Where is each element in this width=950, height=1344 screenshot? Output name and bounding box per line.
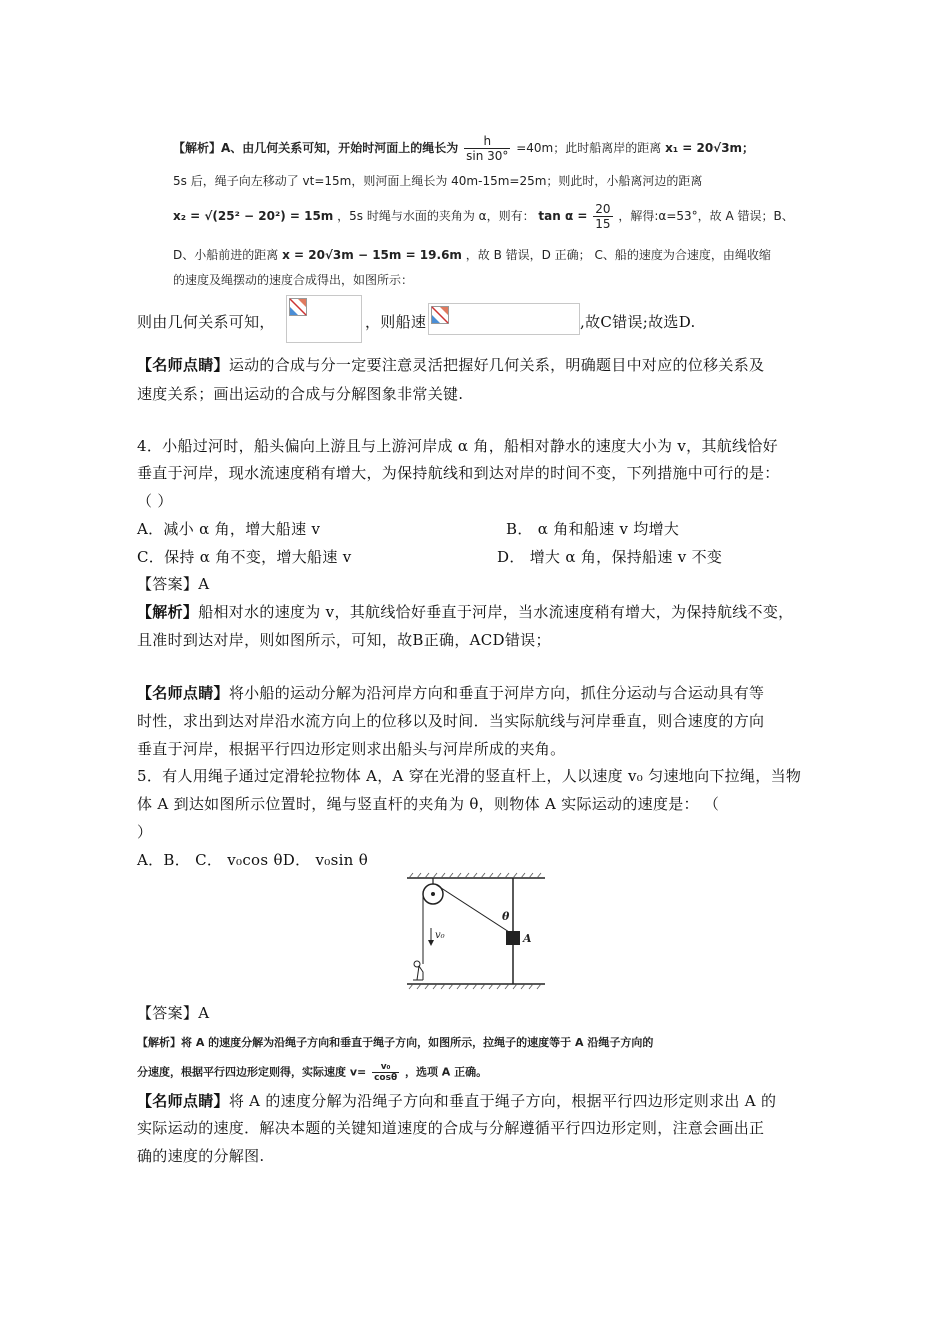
analysis-line-5: 的速度及绳摆动的速度合成得出，如图所示： — [173, 273, 414, 287]
broken-image-icon — [431, 306, 449, 324]
tip2-line-3: 垂直于河岸，根据平行四边形定则求出船头与河岸所成的夹角。 — [137, 740, 566, 758]
q4-analysis-line-1 — [137, 601, 793, 622]
theta-label: θ — [502, 910, 510, 923]
analysis-line-1 — [173, 134, 754, 163]
fraction-h-over-sin30: $\frac{h}{\sin 30^\circ}$ — [466, 134, 509, 163]
v0-label: v₀ — [435, 930, 445, 941]
q5-options: A．B． C． v₀cos θD． v₀sin θ — [137, 851, 369, 869]
tip3-line-2: 实际运动的速度．解决本题的关键知道速度的合成与分解遵循平行四边形定则，注意会画出正 — [137, 1119, 765, 1137]
formula-x2: x₂ = √(25² − 20²) = 15m — [173, 209, 334, 223]
tip3-line-3: 确的速度的分解图. — [137, 1147, 265, 1165]
q5-line-1: 5．有人用绳子通过定滑轮拉物体 A，A 穿在光滑的竖直杆上，人以速度 v₀ 匀速地向下拉绳，当物 — [137, 767, 802, 785]
tip-label: 【名师点睛】 — [137, 684, 229, 702]
broken-image-2 — [428, 303, 580, 335]
tip-label: 【名师点睛】 — [137, 356, 229, 374]
tip2-line-2: 时性，求出到达对岸沿水流方向上的位移以及时间．当实际航线与河岸垂直，则合速度的方向 — [137, 712, 765, 730]
q5-line-2: 体 A 到达如图所示位置时，绳与竖直杆的夹角为 θ，则物体 A 实际运动的速度是： （ — [137, 795, 720, 813]
analysis-line-3-mid: ，5s 时绳与水面的夹角为 α，则有： — [337, 209, 535, 223]
q4-analysis-text-1: 船相对水的速度为 v，其航线恰好垂直于河岸，当水流速度稍有增大，为保持航线不变， — [198, 603, 794, 621]
q4-option-d: D． 增大 α 角，保持船速 v 不变 — [497, 548, 723, 566]
tip3-text-1: 将 A 的速度分解为沿绳子方向和垂直于绳子方向，根据平行四边形定则求出 A 的 — [228, 1092, 777, 1110]
tip1-text-1: 运动的合成与分一定要注意灵活把握好几何关系，明确题目中对应的位移关系及 — [228, 356, 765, 374]
formula-x1: x₁ = 20√3m； — [665, 141, 755, 155]
q4-line-2: 垂直于河岸，现水流速度稍有增大，为保持航线和到达对岸的时间不变，下列措施中可行的是： — [137, 464, 780, 482]
q5-answer: 【答案】A — [137, 1004, 210, 1022]
analysis-line-1-mid: =40m；此时船离岸的距离 — [516, 141, 662, 155]
q4-line-1: 4．小船过河时，船头偏向上游且与上游河岸成 α 角，船相对静水的速度大小为 v，其航线恰好 — [137, 437, 778, 455]
geometry-prefix: 则由几何关系可知， — [137, 313, 275, 331]
q4-answer: 【答案】A — [137, 575, 210, 593]
analysis-line-2: 5s 后，绳子向左移动了 vt=15m，则河面上绳长为 40m-15m=25m；则此时，小船离河边的距离 — [173, 174, 703, 188]
q4-option-b: B． α 角和船速 v 均增大 — [506, 520, 680, 538]
formula-tan: tan α = — [538, 209, 588, 223]
tip1-line-2: 速度关系；画出运动的合成与分解图象非常关键. — [137, 385, 464, 403]
q4-analysis-line-2: 且准时到达对岸，则如图所示，可知，故B正确，ACD错误； — [137, 631, 551, 649]
pulley-diagram — [405, 872, 547, 994]
q5-analysis-2-pre: 分速度，根据平行四边形定则得，实际速度 v= — [137, 1065, 367, 1079]
analysis-label: 【解析】 — [137, 603, 199, 621]
geometry-end: ,故C错误;故选D. — [580, 313, 696, 331]
analysis-line-4-end: ，故 B 错误，D 正确； C、船的速度为合速度，由绳收缩 — [465, 248, 771, 262]
analysis-line-4-pre: D、小船前进的距离 — [173, 248, 279, 262]
q4-line-3: （ ） — [137, 492, 173, 510]
tip2-text-1: 将小船的运动分解为沿河岸方向和垂直于河岸方向，抓住分运动与合运动具有等 — [228, 684, 765, 702]
broken-image-icon — [289, 298, 307, 316]
tip3-line-1 — [137, 1090, 776, 1111]
q5-analysis-2-end: ，选项 A 正确。 — [404, 1065, 488, 1079]
q4-option-a: A．减小 α 角，增大船速 v — [137, 520, 321, 538]
tip2-line-1 — [137, 682, 764, 703]
fraction-20-over-15: $\frac{20}{15}$ — [595, 202, 611, 231]
tip1-line-1 — [137, 354, 764, 375]
formula-x: x = 20√3m − 15m = 19.6m — [282, 248, 462, 262]
q5-analysis-line-1: 【解析】将 A 的速度分解为沿绳子方向和垂直于绳子方向，如图所示，拉绳子的速度等于 A 沿绳子方向的 — [137, 1036, 654, 1049]
broken-image-1 — [286, 295, 362, 343]
analysis-line-4 — [173, 246, 771, 263]
tip-label: 【名师点睛】 — [137, 1092, 229, 1110]
block-a-label: A — [523, 932, 532, 945]
geometry-mid: ，则船速 — [365, 313, 427, 331]
q5-analysis-line-2 — [137, 1062, 487, 1083]
analysis-line-1-prefix: 【解析】A、由几何关系可知，开始时河面上的绳长为 — [173, 141, 459, 155]
analysis-line-3-end: ，解得:α=53°，故 A 错误；B、 — [618, 209, 794, 223]
analysis-line-3 — [173, 202, 794, 231]
q4-option-c: C．保持 α 角不变，增大船速 v — [137, 548, 352, 566]
q5-line-3: ） — [137, 823, 153, 841]
fraction-v0-over-cos: $\frac{\text{v₀}}{\cos\theta}$ — [374, 1062, 398, 1083]
